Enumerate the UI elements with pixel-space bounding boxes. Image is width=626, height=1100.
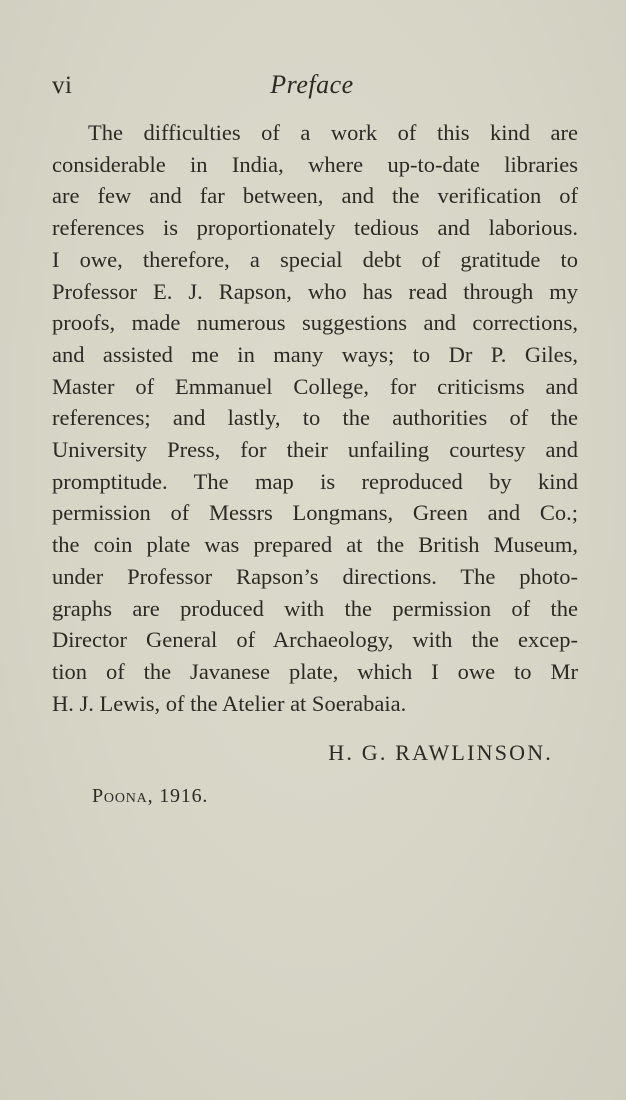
text-line: permission of Messrs Longmans, Green and Co.; xyxy=(52,500,578,526)
author-signature: H. G. RAWLINSON. xyxy=(328,740,553,765)
text-line: I owe, therefore, a special debt of gratitude to xyxy=(52,246,578,272)
text-line: tion of the Javanese plate, which I owe to Mr xyxy=(52,658,578,684)
dateline-year: 1916. xyxy=(159,785,209,807)
text-line: proofs, made numerous suggestions and corrections, xyxy=(52,310,578,336)
text-line: references; and lastly, to the authorities of the xyxy=(52,405,578,431)
text-line: promptitude. The map is reproduced by kind xyxy=(52,468,578,494)
text-line: the coin plate was prepared at the British Museum, xyxy=(52,532,578,558)
dateline-place: Poona, xyxy=(92,785,154,807)
text-line: Director General of Archaeology, with the excep- xyxy=(52,627,578,653)
text-line: references is proportionately tedious and laborious. xyxy=(52,215,578,241)
text-line: University Press, for their unfailing courtesy and xyxy=(52,437,578,463)
page-number: vi xyxy=(52,72,73,99)
preface-paragraph xyxy=(52,117,578,719)
running-title: Preface xyxy=(270,70,354,99)
text-line: H. J. Lewis, of the Atelier at Soerabaia. xyxy=(52,690,407,716)
text-line: considerable in India, where up-to-date libraries xyxy=(52,151,578,177)
text-line: and assisted me in many ways; to Dr P. Giles, xyxy=(52,341,578,367)
text-line: under Professor Rapson’s directions. The photo- xyxy=(52,563,578,589)
running-head xyxy=(52,70,578,104)
text-line: graphs are produced with the permission of the xyxy=(52,595,578,621)
text-line: Professor E. J. Rapson, who has read through my xyxy=(52,278,578,304)
text-line: The difficulties of a work of this kind are xyxy=(88,120,578,145)
text-line: are few and far between, and the verification of xyxy=(52,183,578,209)
dateline xyxy=(92,785,208,808)
text-line: Master of Emmanuel College, for criticisms and xyxy=(52,373,578,399)
